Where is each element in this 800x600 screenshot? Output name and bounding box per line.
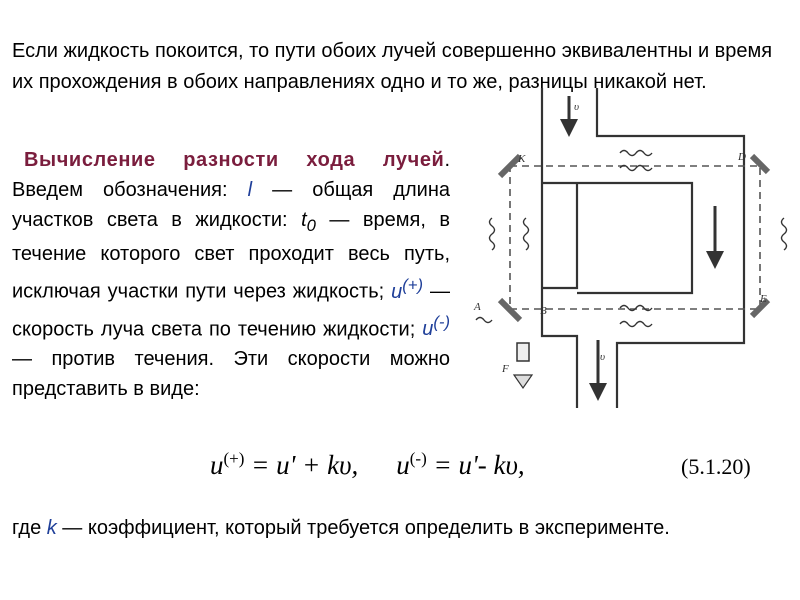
intro-paragraph: Если жидкость покоится, то пути обоих лучей совершенно эквивалентны и время их прохождения в обоих направлениях одно и то же, разницы никакой нет. bbox=[12, 40, 773, 93]
svg-text:B: B bbox=[540, 305, 547, 317]
detector-icon bbox=[517, 343, 529, 361]
diagram-labels bbox=[473, 101, 767, 375]
svg-text:υ: υ bbox=[600, 351, 606, 363]
symbol-k: k bbox=[46, 517, 57, 539]
light-waves bbox=[476, 151, 787, 327]
mirrors bbox=[500, 156, 768, 320]
section-heading: Вычисление разности хода лучей bbox=[24, 149, 445, 171]
equation-number: (5.1.20) bbox=[681, 454, 751, 479]
symbol-l: l bbox=[247, 178, 253, 201]
svg-text:A: A bbox=[474, 301, 481, 313]
svg-text:E: E bbox=[760, 293, 767, 305]
definitions-paragraph: Вычисление разности хода лучей. Введем обозначения: l — общая длина участков света в жидкости: $t_0$ — время, в течение которого свет проходит весь путь, исключая участки пути через жидкость; u(+) — скорость луча света по течению жидкости; u(-) — против течения. Эти скорости можно представить в виде: bbox=[12, 149, 450, 400]
svg-text:K: K bbox=[518, 153, 526, 165]
symbol-u-minus: u(-) bbox=[422, 312, 450, 341]
svg-text:D: D bbox=[738, 151, 746, 163]
fizeau-experiment-diagram bbox=[470, 88, 792, 408]
eye-icon bbox=[514, 375, 532, 388]
coefficient-paragraph: где k — коэффициент, который требуется определить в эксперименте. bbox=[12, 517, 670, 539]
symbol-u-plus: u(+) bbox=[391, 275, 424, 303]
symbol-t0: $t_0$ bbox=[301, 208, 316, 235]
svg-text:υ: υ bbox=[574, 101, 580, 113]
velocity-formula: u(+) = u' + kυ, u(-) = u'- kυ, bbox=[210, 449, 525, 480]
svg-text:F: F bbox=[502, 363, 509, 375]
